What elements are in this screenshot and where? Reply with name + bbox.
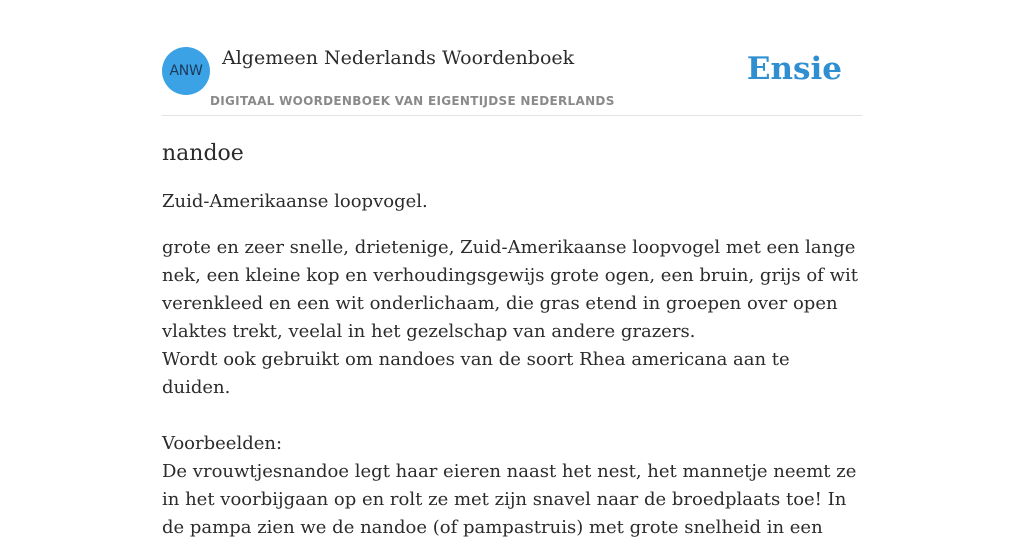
long-definition: grote en zeer snelle, drietenige, Zuid-Amerikaanse loopvogel met een lange nek, een kleine kop en verhoudingsgewijs grote ogen, een bruin, grijs of wit verenkleed en een wit onderlichaam, die gras etend in groepen over open vlaktes trekt, veelal in het gezelschap van andere grazers.: [162, 237, 858, 342]
ensie-logo[interactable]: Ensie: [746, 51, 842, 87]
header-divider: [162, 115, 862, 116]
entry-content: [162, 138, 862, 542]
examples-label: Voorbeelden:: [162, 433, 283, 454]
source-title[interactable]: Algemeen Nederlands Woordenboek: [222, 47, 575, 69]
anw-logo[interactable]: [162, 47, 210, 95]
header: [162, 46, 862, 116]
source-subtitle: DIGITAAL WOORDENBOEK VAN EIGENTIJDSE NEDERLANDS: [210, 94, 615, 108]
spacer: [162, 402, 862, 430]
logo-text: ANW: [169, 63, 203, 79]
entry-term: nandoe: [162, 141, 244, 166]
usage-note: Wordt ook gebruikt om nandoes van de soort Rhea americana aan te duiden.: [162, 349, 790, 398]
long-definition-block: [162, 234, 862, 542]
short-definition: Zuid-Amerikaanse loopvogel.: [162, 191, 428, 212]
examples-text: De vrouwtjesnandoe legt haar eieren naast het nest, het mannetje neemt ze in het voorbijgaan op en rolt ze met zijn snavel naar de broedplaats toe! In de pampa zien we de nandoe (of pampastruis) met grote snelheid in een: [162, 461, 857, 538]
